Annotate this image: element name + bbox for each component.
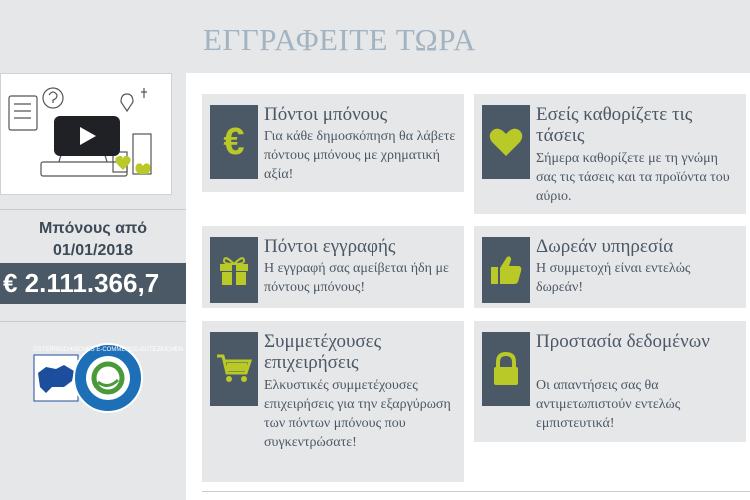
feature-card-registration-points [202,226,464,308]
feature-title: Συμμετέχουσες επιχειρήσεις [264,331,382,373]
gift-icon [210,237,258,303]
feature-card-trends [474,94,746,214]
feature-title: Προστασία δεδομένων [536,331,710,352]
feature-title: Πόντοι μπόνους [264,104,388,125]
bonus-total-amount: € 2.111.366,7 [0,263,186,304]
feature-description: Η συμμετοχή είναι εντελώς δωρεάν! [536,261,691,295]
ecommerce-trustmark-logo[interactable] [32,333,184,423]
thumbs-up-icon [482,237,530,303]
feature-description: Οι απαντήσεις σας θα αντιμετωπιστούν εντελώς εμπιστευτικά! [536,378,681,431]
trustmark-text: ÖSTERREICHISCHES E-COMMERCE-GÜTEZEICHEN [32,347,184,353]
feature-title: Δωρεάν υπηρεσία [536,236,674,257]
feature-title: Εσείς καθορίζετε τις τάσεις [536,104,693,146]
sidebar-divider [0,209,186,210]
shopping-cart-icon [210,332,258,406]
feature-card-data-protection [474,321,746,442]
bonus-label-date: 01/01/2018 [52,242,134,259]
page-title: ΕΓΓΡΑΦΕΙΤΕ ΤΩΡΑ [203,22,477,57]
feature-description: Σήμερα καθορίζετε με τη γνώμη σας τις τάσεις και τα προϊόντα του αύριο. [536,151,730,204]
play-button[interactable] [54,116,120,156]
lock-icon [482,332,530,406]
euro-icon: € [210,105,258,179]
feature-card-bonus-points [202,94,464,192]
feature-description: Ελκυστικές συμμετέχουσες επιχειρήσεις για την εξαργύρωση των πόντων μπόνους που συγκεντρώσατε! [264,378,451,450]
bonus-label-line1: Μπόνους από [39,220,147,237]
footer-divider [202,491,750,492]
feature-description: Για κάθε δημοσκόπηση θα λάβετε πόντους μπόνους με χρηματική αξία! [264,129,456,182]
intro-video-thumbnail[interactable] [0,73,172,195]
feature-card-partner-businesses [202,321,464,482]
bonus-since-label [0,218,186,262]
feature-description: Η εγγραφή σας αμείβεται ήδη με πόντους μπόνους! [264,261,449,295]
feature-card-free-service [474,226,746,308]
heart-icon [482,105,530,179]
feature-title: Πόντοι εγγραφής [264,236,396,257]
sidebar-divider [0,321,186,322]
